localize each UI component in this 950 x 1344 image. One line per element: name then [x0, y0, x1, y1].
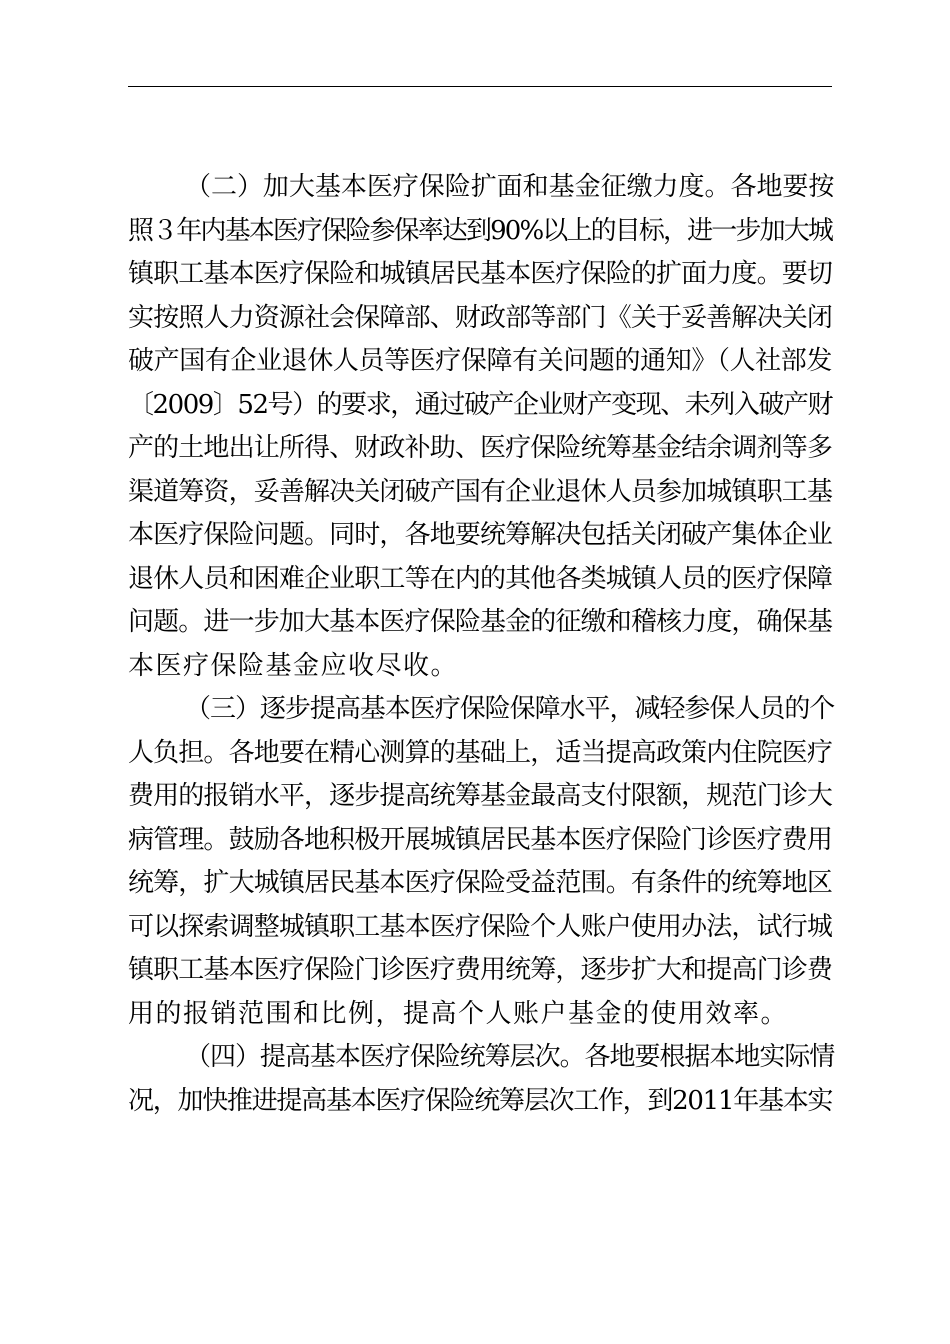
document-body [128, 166, 838, 1123]
paragraph-line: 渠道筹资，妥善解决关闭破产国有企业退休人员参加城镇职工基 [128, 476, 833, 507]
paragraph-4 [128, 1036, 838, 1123]
header-rule [128, 86, 832, 87]
paragraph-line: 本医疗保险问题。同时，各地要统筹解决包括关闭破产集体企业 [128, 520, 833, 550]
paragraph-line: 破产国有企业退休人员等医疗保障有关问题的通知》（人社部发 [128, 346, 833, 376]
paragraph-line: 实按照人力资源社会保障部、财政部等部门《关于妥善解决关闭 [128, 302, 833, 333]
paragraph-line: 〔2009〕52号）的要求，通过破产企业财产变现、未列入破产财 [128, 389, 832, 420]
paragraph-line: 费用的报销水平，逐步提高统筹基金最高支付限额，规范门诊大 [128, 781, 833, 811]
paragraph-line: 本医疗保险基金应收尽收。 [128, 650, 459, 681]
paragraph-line: 人负担。各地要在精心测算的基础上，适当提高政策内住院医疗 [128, 737, 833, 768]
paragraph-line: 用的报销范围和比例，提高个人账户基金的使用效率。 [128, 998, 789, 1029]
paragraph-2 [128, 166, 838, 688]
paragraph-line: 统筹，扩大城镇居民基本医疗保险受益范围。有条件的统筹地区 [128, 868, 833, 898]
paragraph-line: 问题。进一步加大基本医疗保险基金的征缴和稽核力度，确保基 [128, 607, 833, 637]
paragraph-line: 况，加快推进提高基本医疗保险统筹层次工作，到2011年基本实 [128, 1085, 833, 1116]
paragraph-line: （三）逐步提高基本医疗保险保障水平，减轻参保人员的个 [185, 694, 832, 724]
paragraph-line: （二）加大基本医疗保险扩面和基金征缴力度。各地要按 [185, 172, 832, 202]
paragraph-line: 病管理。鼓励各地积极开展城镇居民基本医疗保险门诊医疗费用 [128, 824, 833, 855]
paragraph-line: （四）提高基本医疗保险统筹层次。各地要根据本地实际情 [185, 1042, 832, 1072]
paragraph-3 [128, 688, 838, 1036]
paragraph-line: 镇职工基本医疗保险和城镇居民基本医疗保险的扩面力度。要切 [128, 259, 833, 289]
paragraph-line: 可以探索调整城镇职工基本医疗保险个人账户使用办法，试行城 [128, 911, 833, 942]
paragraph-line: 镇职工基本医疗保险门诊医疗费用统筹，逐步扩大和提高门诊费 [128, 955, 833, 985]
paragraph-line: 产的土地出让所得、财政补助、医疗保险统筹基金结余调剂等多 [128, 433, 833, 463]
paragraph-line: 照３年内基本医疗保险参保率达到90%以上的目标，进一步加大城 [128, 215, 832, 246]
paragraph-line: 退休人员和困难企业职工等在内的其他各类城镇人员的医疗保障 [128, 563, 833, 594]
